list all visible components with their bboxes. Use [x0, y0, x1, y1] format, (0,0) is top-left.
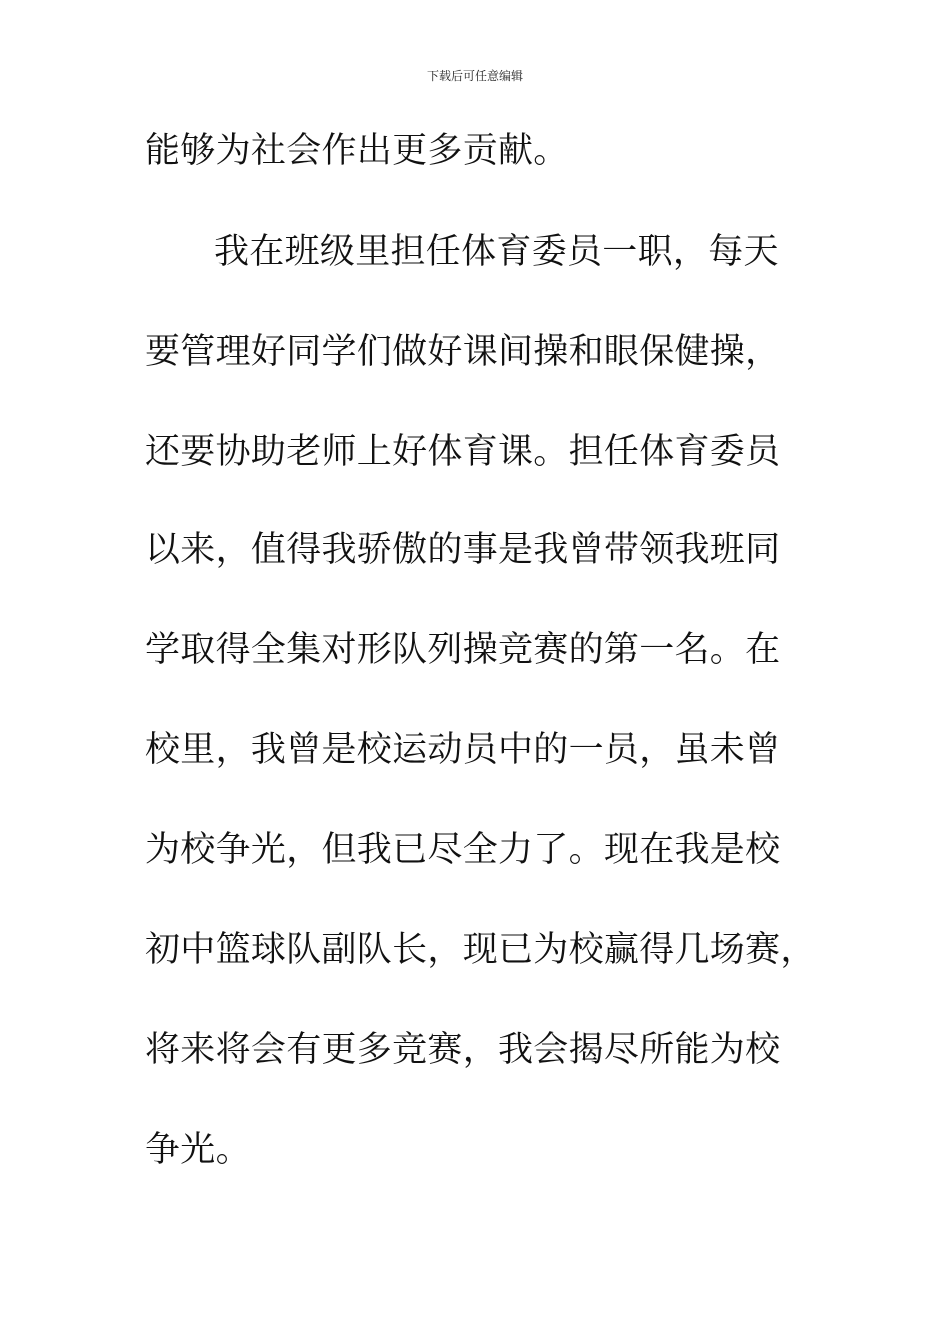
- page-header-note: 下载后可任意编辑: [426, 69, 523, 83]
- text-line: 以来，值得我骄傲的事是我曾带领我班同: [145, 530, 781, 570]
- text-line: 争光。: [145, 1130, 251, 1170]
- text-line: 要管理好同学们做好课间操和眼保健操，: [145, 332, 781, 372]
- paragraph-first-line: 我在班级里担任体育委员一职，每天: [214, 232, 779, 272]
- text-line: 将来将会有更多竞赛，我会揭尽所能为校: [145, 1030, 781, 1070]
- text-line: 校里，我曾是校运动员中的一员，虽未曾: [145, 730, 781, 770]
- text-line: 能够为社会作出更多贡献。: [145, 131, 569, 171]
- text-line: 学取得全集对形队列操竞赛的第一名。在: [145, 630, 781, 670]
- text-line: 初中篮球队副队长，现已为校赢得几场赛，: [145, 930, 816, 970]
- text-line: 还要协助老师上好体育课。担任体育委员: [145, 432, 781, 472]
- text-line: 为校争光，但我已尽全力了。现在我是校: [145, 830, 781, 870]
